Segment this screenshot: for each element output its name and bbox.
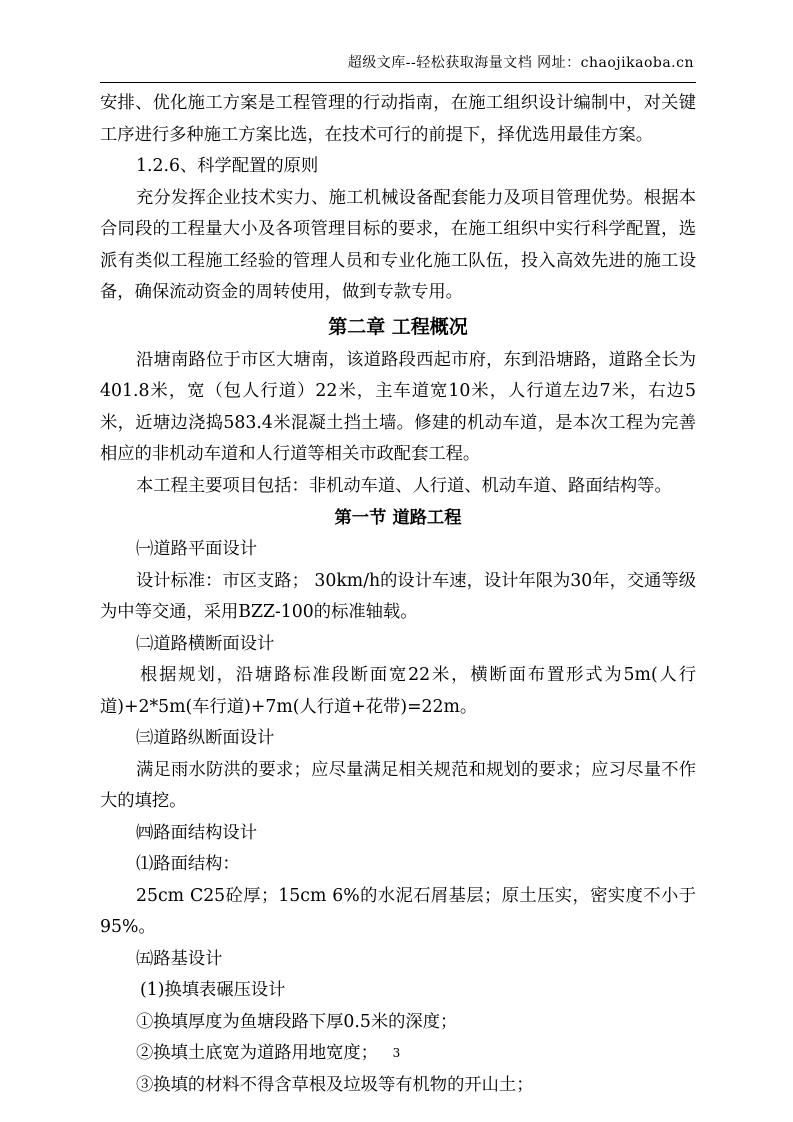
list-item: 设计标准：市区支路； 30km/h的设计车速，设计年限为30年，交通等级为中等交通，采用BZZ-100的标准轴载。 [100,570,696,622]
list-item: ㈠道路平面设计 [136,539,257,559]
list-item: 满足雨水防洪的要求；应尽量满足相关规范和规划的要求；应习尽量不作大的填挖。 [100,759,696,811]
header-divider [100,82,696,83]
list-item: ②换填土底宽为道路用地宽度； [136,1043,378,1063]
page-header: 超级文库--轻松获取海量文档 网址：chaojikaoba.cn [347,55,694,71]
list-item: (1)换填表碾压设计 [140,980,286,1000]
document-body [100,88,696,1101]
list-item: ①换填厚度为鱼塘段路下厚0.5米的深度； [136,1011,458,1032]
list-item: ㈢道路纵断面设计 [136,728,275,748]
paragraph: 安排、优化施工方案是工程管理的行动指南，在施工组织设计编制中，对关键工序进行多种施工方案比选，在技术可行的前提下，择优选用最佳方案。 [100,93,696,145]
page-number: 3 [392,1046,401,1060]
paragraph: 充分发挥企业技术实力、施工机械设备配套能力及项目管理优势。根据本合同段的工程量大小及各项管理目标的要求，在施工组织中实行科学配置，选派有类似工程施工经验的管理人员和专业化施工队伍，投入高效先进的施工设备，确保流动资金的周转使用，做到专款专用。 [100,187,696,302]
list-item: ㈡道路横断面设计 [136,633,275,654]
paragraph: 本工程主要项目包括：非机动车道、人行道、机动车道、路面结构等。 [136,475,672,496]
list-item: ⑴路面结构： [136,854,240,874]
list-item: 25cm C25砼厚；15cm 6%的水泥石屑基层；原土压实，密实度不小于95%。 [100,885,696,937]
paragraph: 沿塘南路位于市区大塘南，该道路段西起市府，东到沿塘路，道路全长为401.8米，宽（包人行道）22米，主车道宽10米，人行道左边7米，右边5米，近塘边浇捣583.4米混凝土挡土墙。修建的机动车道，是本次工程为完善相应的非机动车道和人行道等相关市政配套工程。 [100,349,696,464]
list-item: ㈤路基设计 [136,948,223,969]
section-title: 第一节 道路工程 [334,508,462,528]
list-item: ㈣路面结构设计 [136,822,257,843]
section-heading-1-2-6: 1.2.6、科学配置的原则 [136,156,319,176]
chapter-title: 第二章 工程概况 [328,315,468,338]
list-item: ③换填的材料不得含草根及垃圾等有机物的开山土； [136,1074,534,1095]
list-item: 根据规划，沿塘路标准段断面宽22米，横断面布置形式为5m(人行道)+2*5m(车行道)+7m(人行道+花带)=22m。 [100,665,696,717]
